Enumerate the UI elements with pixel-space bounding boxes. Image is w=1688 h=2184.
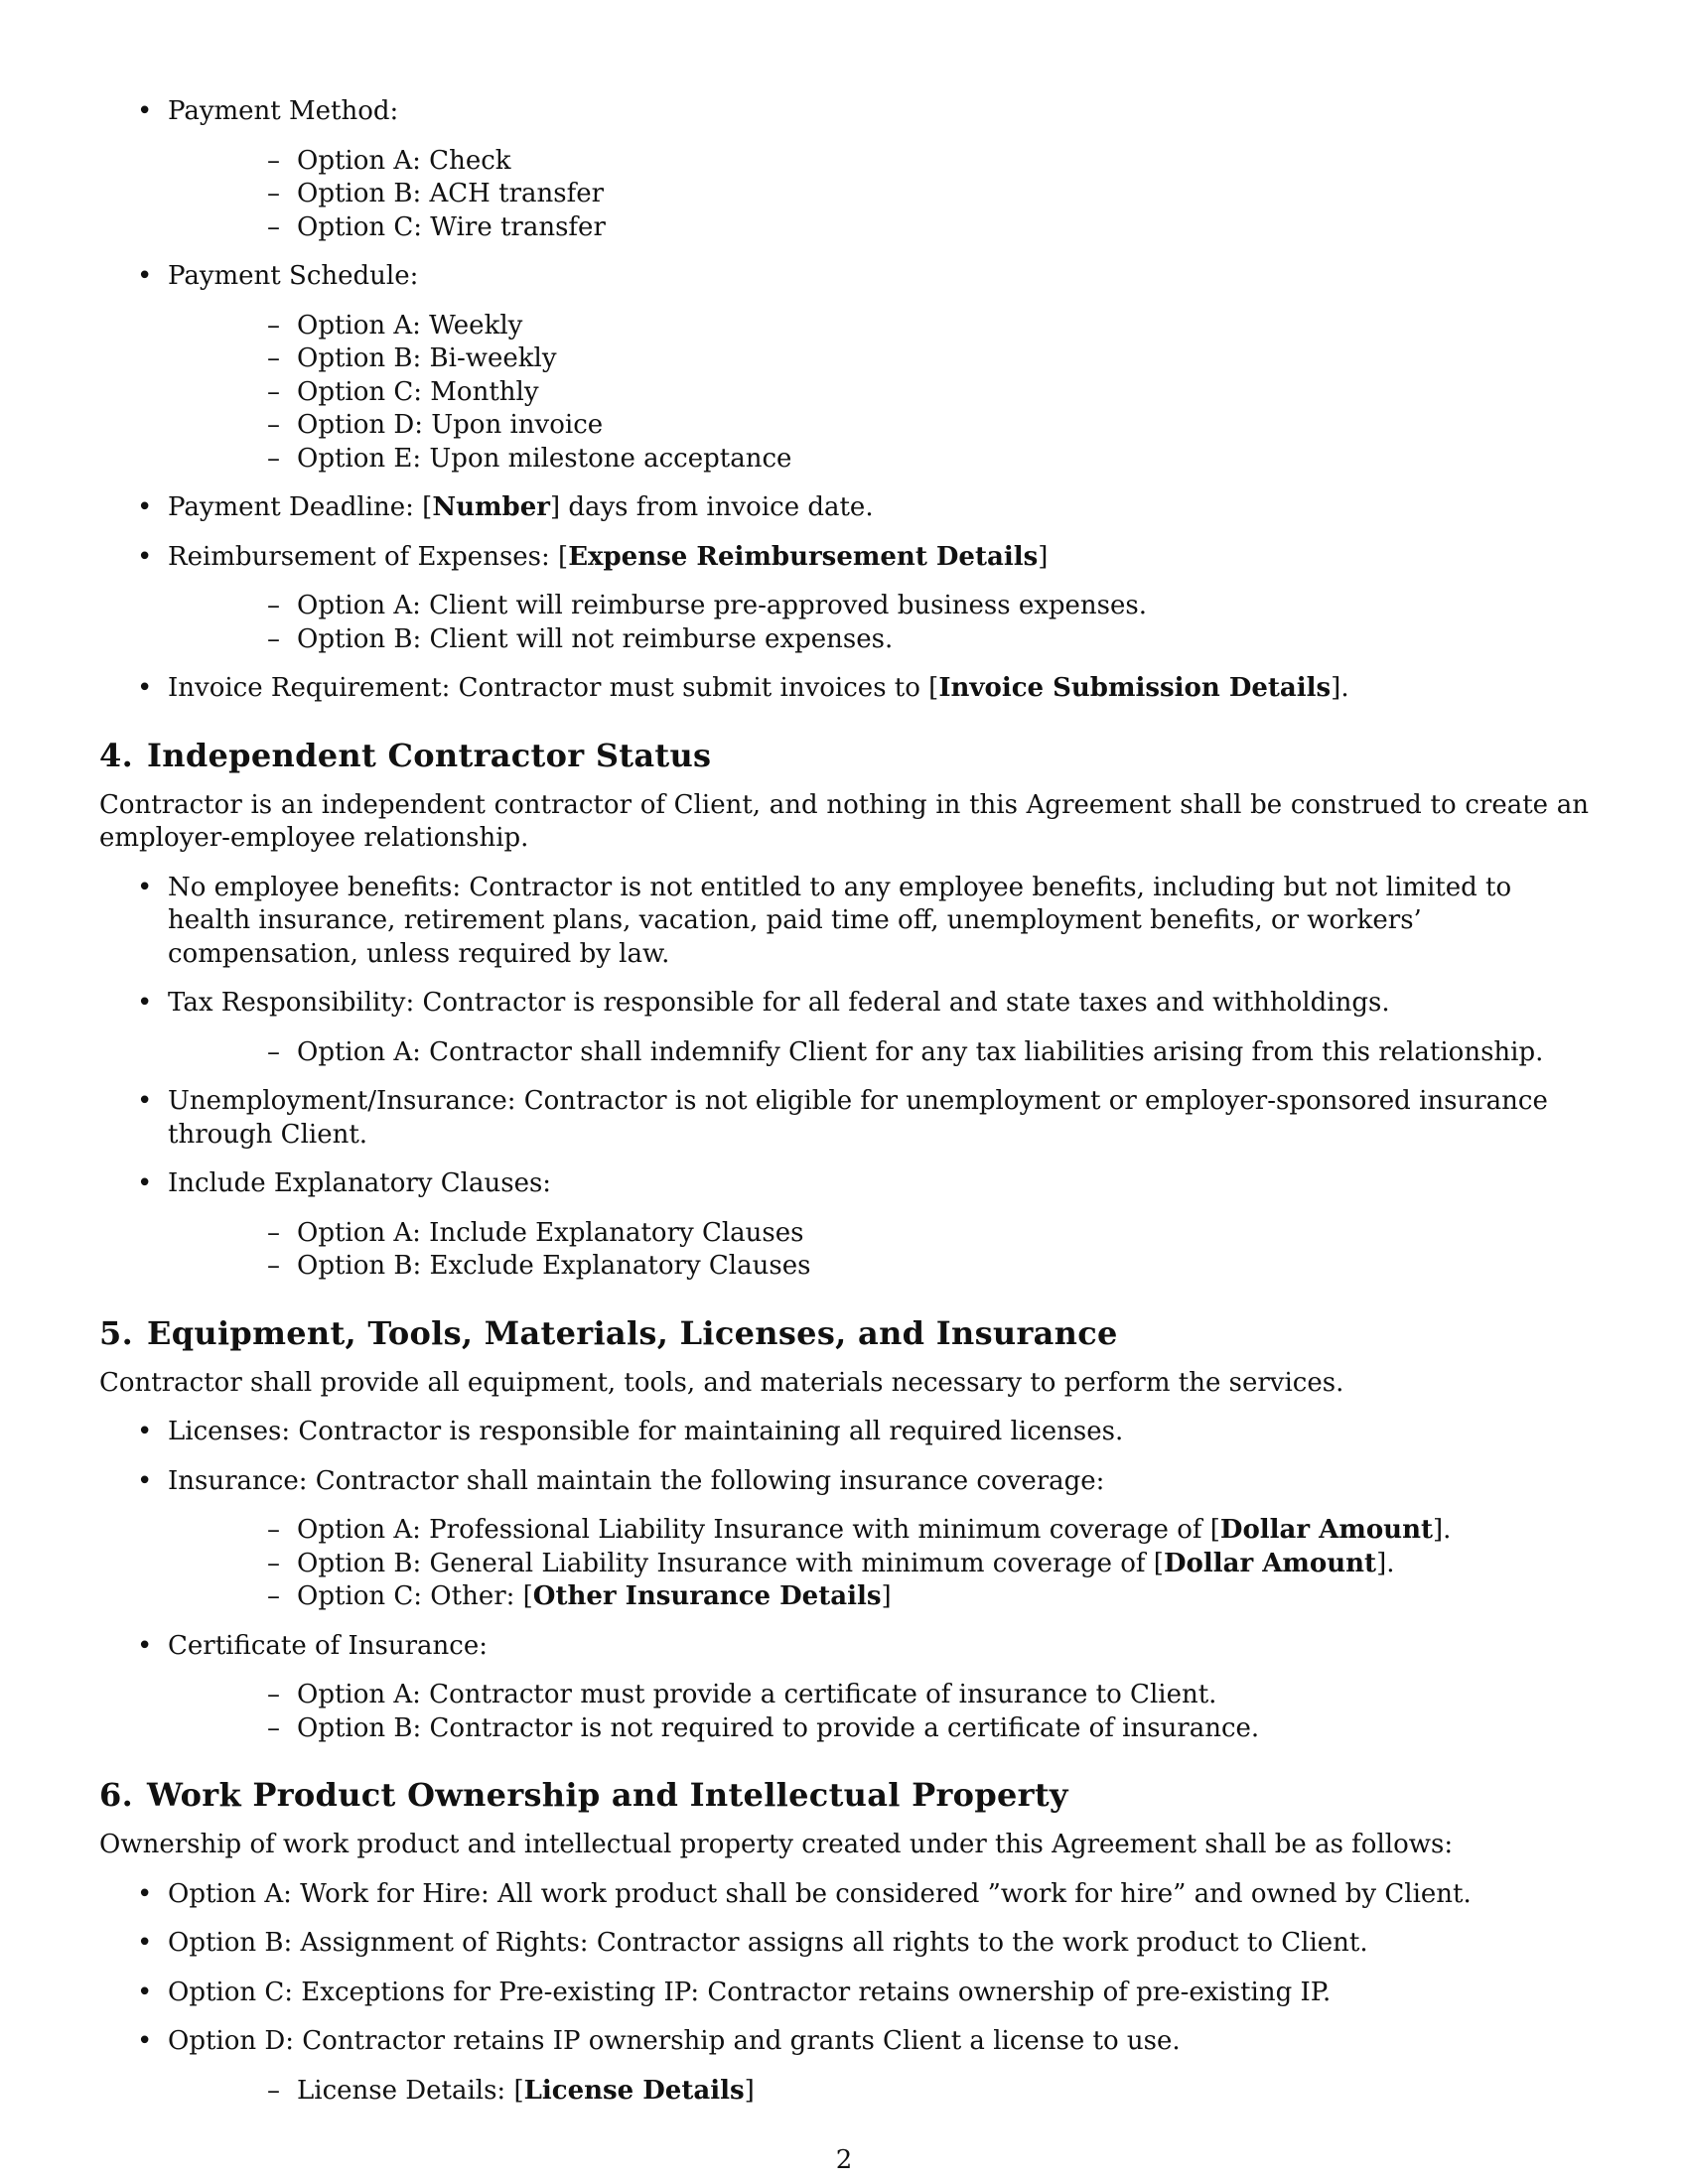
list-item: • Licenses: Contractor is responsible for maintaining all required licenses.: [99, 1416, 1589, 1449]
list-item: – Option B: Bi-weekly: [168, 342, 1589, 376]
text: License Details: [: [297, 2075, 524, 2106]
list-item: • Option A: Work for Hire: All work product shall be considered ”work for hire” and owned by Client.: [99, 1878, 1589, 1912]
list-item: – Option A: Include Explanatory Clauses: [168, 1217, 1589, 1251]
list-item: – Option B: ACH transfer: [168, 178, 1589, 211]
list-item: • No employee benefits: Contractor is not entitled to any employee benefits, including but not limited to health insurance, retirement plans, vacation, paid time off, unemployment benefits, or workers’ compensation, unless required by law.: [99, 872, 1589, 972]
list-item: [99, 1630, 1589, 1746]
section-heading: [99, 1775, 1589, 1815]
list-item: [99, 260, 1589, 476]
section4-list: [99, 872, 1589, 1284]
list-item: – Option A: Contractor shall indemnify Client for any tax liabilities arising from this relationship.: [168, 1036, 1589, 1070]
placeholder-field: Dollar Amount: [1163, 1548, 1377, 1578]
section5-list: [99, 1416, 1589, 1745]
list-item: • Unemployment/Insurance: Contractor is not eligible for unemployment or employer-sponsored insurance through Client.: [99, 1085, 1589, 1152]
section-intro: Contractor is an independent contractor of Client, and nothing in this Agreement shall be construed to create an employer-employee relationship.: [99, 789, 1589, 853]
placeholder-field: Invoice Submission Details: [938, 673, 1332, 703]
list-item: • Option C: Exceptions for Pre-existing IP: Contractor retains ownership of pre-existing IP.: [99, 1977, 1589, 2010]
text: ].: [1433, 1515, 1452, 1545]
list-item: – Option E: Upon milestone acceptance: [168, 443, 1589, 477]
list-item: [99, 672, 1589, 706]
text: Payment Deadline: [: [168, 492, 433, 522]
placeholder-field: Other Insurance Details: [532, 1581, 882, 1611]
payment-schedule-options: [168, 310, 1589, 477]
list-item: [99, 95, 1589, 244]
list-item: – Option B: Exclude Explanatory Clauses: [168, 1250, 1589, 1284]
tax-options: [168, 1036, 1589, 1070]
section-title: Equipment, Tools, Materials, Licenses, and Insurance: [147, 1313, 1118, 1352]
reimbursement-options: [168, 590, 1589, 656]
text: Insurance: Contractor shall maintain the following insurance coverage:: [168, 1465, 1105, 1496]
list-item: – Option B: Contractor is not required to provide a certificate of insurance.: [168, 1712, 1589, 1746]
placeholder-field: Expense Reimbursement Details: [568, 541, 1039, 572]
license-options: [168, 2075, 1589, 2109]
list-item: [168, 1514, 1589, 1548]
list-item: – Option B: Client will not reimburse expenses.: [168, 623, 1589, 657]
text: ]: [744, 2075, 755, 2106]
placeholder-field: Dollar Amount: [1219, 1515, 1433, 1545]
list-item: [99, 541, 1589, 657]
list-item: – Option C: Monthly: [168, 376, 1589, 410]
list-item: [168, 2075, 1589, 2109]
section-intro: Contractor shall provide all equipment, tools, and materials necessary to perform the services.: [99, 1367, 1344, 1398]
section-number: 5.: [99, 1313, 134, 1352]
text: Option C: Other: [: [297, 1581, 533, 1611]
text: ]: [881, 1581, 892, 1611]
text: ] days from invoice date.: [549, 492, 874, 522]
certificate-options: [168, 1679, 1589, 1745]
text: Invoice Requirement: Contractor must submit invoices to [: [168, 673, 939, 703]
payment-method-label: Payment Method:: [168, 96, 399, 126]
list-item: – Option A: Contractor must provide a certificate of insurance to Client.: [168, 1679, 1589, 1712]
text: Option A: Professional Liability Insurance with minimum coverage of [: [297, 1515, 1220, 1545]
section6-list: [99, 1878, 1589, 2109]
list-item: – Option D: Upon invoice: [168, 409, 1589, 443]
section-number: 6.: [99, 1776, 134, 1814]
payment-method-options: [168, 145, 1589, 245]
explanatory-options: [168, 1217, 1589, 1284]
section-title: Independent Contractor Status: [147, 736, 712, 774]
section-intro: Ownership of work product and intellectual property created under this Agreement shall be as follows:: [99, 1830, 1454, 1859]
text: Reimbursement of Expenses: [: [168, 541, 569, 572]
placeholder-field: Number: [432, 492, 550, 522]
list-item: [99, 1465, 1589, 1614]
text: Option B: General Liability Insurance with minimum coverage of [: [297, 1548, 1164, 1578]
section-heading: [99, 1313, 1589, 1353]
list-item: – Option C: Wire transfer: [168, 211, 1589, 245]
list-item: [99, 1167, 1589, 1284]
list-item: [99, 987, 1589, 1069]
list-item: – Option A: Client will reimburse pre-approved business expenses.: [168, 590, 1589, 623]
text: Tax Responsibility: Contractor is responsible for all federal and state taxes and withholdings.: [168, 988, 1390, 1018]
insurance-options: [168, 1514, 1589, 1614]
text: Option D: Contractor retains IP ownership and grants Client a license to use.: [168, 2026, 1181, 2056]
text: ].: [1376, 1548, 1395, 1578]
text: ]: [1038, 541, 1049, 572]
text: Certificate of Insurance:: [168, 1630, 489, 1661]
list-item: [99, 2025, 1589, 2108]
list-item: • Option B: Assignment of Rights: Contractor assigns all rights to the work product to Client.: [99, 1927, 1589, 1961]
placeholder-field: License Details: [523, 2075, 745, 2106]
list-item: – Option A: Check: [168, 145, 1589, 179]
page-number: 2: [835, 2145, 853, 2175]
list-item: – Option A: Weekly: [168, 310, 1589, 343]
text: ].: [1331, 673, 1349, 703]
payment-list: [99, 95, 1589, 706]
payment-schedule-label: Payment Schedule:: [168, 261, 419, 291]
list-item: [168, 1580, 1589, 1614]
list-item: [168, 1548, 1589, 1581]
section-title: Work Product Ownership and Intellectual Property: [147, 1776, 1068, 1814]
document-page: [99, 95, 1589, 2123]
list-item: [99, 491, 1589, 525]
text: Include Explanatory Clauses:: [168, 1168, 552, 1198]
section-heading: [99, 736, 1589, 775]
section-number: 4.: [99, 736, 134, 774]
